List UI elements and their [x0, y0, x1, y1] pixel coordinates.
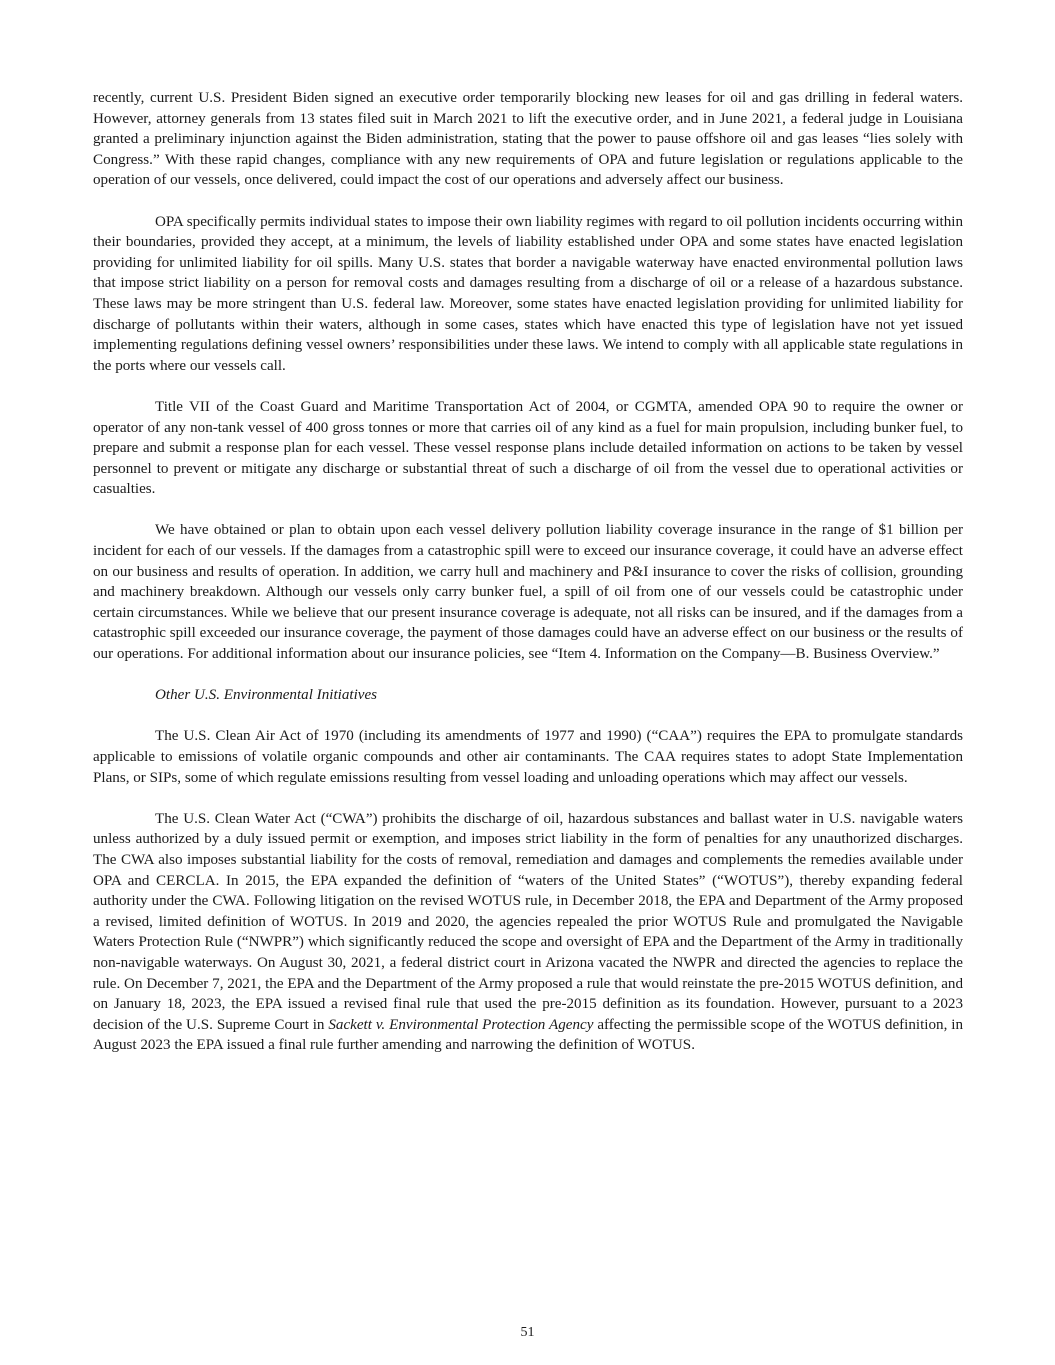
- document-page: [93, 88, 963, 1077]
- paragraph-cgmta: Title VII of the Coast Guard and Maritime Transportation Act of 2004, or CGMTA, amended OPA 90 to require the owner or operator of any non-tank vessel of 400 gross tonnes or more that carries oil of any kind as a fuel for main propulsion, including bunker fuel, to prepare and submit a response plan for each vessel. These vessel response plans include detailed information on actions to be taken by vessel personnel to prevent or mitigate any discharge or substantial threat of such a discharge of oil from the vessel due to operational activities or casualties.: [93, 398, 963, 498]
- paragraph-offshore-leases: recently, current U.S. President Biden signed an executive order temporarily blocking new leases for oil and gas drilling in federal waters. However, attorney generals from 13 states filed suit in March 2021 to lift the executive order, and in June 2021, a federal judge in Louisiana granted a preliminary injunction against the Biden administration, stating that the power to pause offshore oil and gas leases “lies solely with Congress.” With these rapid changes, compliance with any new requirements of OPA and future legislation or regulations applicable to the operation of our vessels, once delivered, could impact the cost of our operations and adversely affect our business.: [93, 90, 963, 189]
- paragraph-clean-water-act: [93, 809, 963, 1056]
- paragraph-state-liability: OPA specifically permits individual states to impose their own liability regimes with regard to oil pollution incidents occurring within their boundaries, provided they accept, at a minimum, the levels of liability established under OPA and some states have enacted legislation providing for unlimited liability for oil spills. Many U.S. states that border a navigable waterway have enacted environmental pollution laws that impose strict liability on a person for removal costs and damages resulting from a discharge of oil or a release of a hazardous substance. These laws may be more stringent than U.S. federal law. Moreover, some states have enacted legislation providing for unlimited liability for discharge of pollutants within their waters, although in some cases, states which have enacted this type of legislation have not yet issued implementing regulations defining vessel owners’ responsibilities under these laws. We intend to comply with all applicable state regulations in the ports where our vessels call.: [93, 213, 963, 374]
- page-number: 51: [520, 1325, 535, 1340]
- section-heading: Other U.S. Environmental Initiatives: [155, 687, 378, 704]
- cwa-text-after-case: affecting the permissible scope of the WOTUS definition, in August 2023 the EPA issued a final rule further amending and narrowing the definition of WOTUS.: [93, 1016, 964, 1054]
- cwa-text-before-case: The U.S. Clean Water Act (“CWA”) prohibits the discharge of oil, hazardous substances and ballast water in U.S. navigable waters unless authorized by a duly issued permit or exemption, and imposes strict liability in the form of penalties for any unauthorized discharges. The CWA also imposes substantial liability for the costs of removal, remediation and damages and complements the remedies available under OPA and CERCLA. In 2015, the EPA expanded the definition of “waters of the United States” (“WOTUS”), thereby expanding federal authority under the CWA. Following litigation on the revised WOTUS rule, in December 2018, the EPA and Department of the Army proposed a revised, limited definition of WOTUS. In 2019 and 2020, the agencies repealed the prior WOTUS Rule and promulgated the Navigable Waters Protection Rule (“NWPR”) which significantly reduced the scope and oversight of EPA and the Department of the Army in traditionally non-navigable waterways. On August 30, 2021, a federal district court in Arizona vacated the NWPR and directed the agencies to replace the rule. On December 7, 2021, the EPA and the Department of the Army proposed a rule that would reinstate the pre-2015 WOTUS definition, and on January 18, 2023, the EPA issued a revised final rule that used the pre-2015 definition as its foundation. However, pursuant to a 2023 decision of the U.S. Supreme Court in: [93, 810, 963, 1033]
- case-name: Sackett v. Environmental Protection Agency: [328, 1016, 594, 1033]
- paragraph-insurance: We have obtained or plan to obtain upon each vessel delivery pollution liability coverage insurance in the range of $1 billion per incident for each of our vessels. If the damages from a catastrophic spill were to exceed our insurance coverage, it could have an adverse effect on our business and results of operation. In addition, we carry hull and machinery and P&I insurance to cover the risks of collision, grounding and machinery breakdown. Although our vessels only carry bunker fuel, a spill of oil from one of our vessels could be catastrophic under certain circumstances. While we believe that our present insurance coverage is adequate, not all risks can be insured, and if the damages from a catastrophic spill exceeded our insurance coverage, the payment of those damages could have an adverse effect on our business or the results of our operations. For additional information about our insurance policies, see “Item 4. Information on the Company—B. Business Overview.”: [93, 522, 963, 663]
- paragraph-clean-air-act: The U.S. Clean Air Act of 1970 (including its amendments of 1977 and 1990) (“CAA”) requires the EPA to promulgate standards applicable to emissions of volatile organic compounds and other air contaminants. The CAA requires states to adopt State Implementation Plans, or SIPs, some of which regulate emissions resulting from vessel loading and unloading operations which may affect our vessels.: [93, 728, 963, 786]
